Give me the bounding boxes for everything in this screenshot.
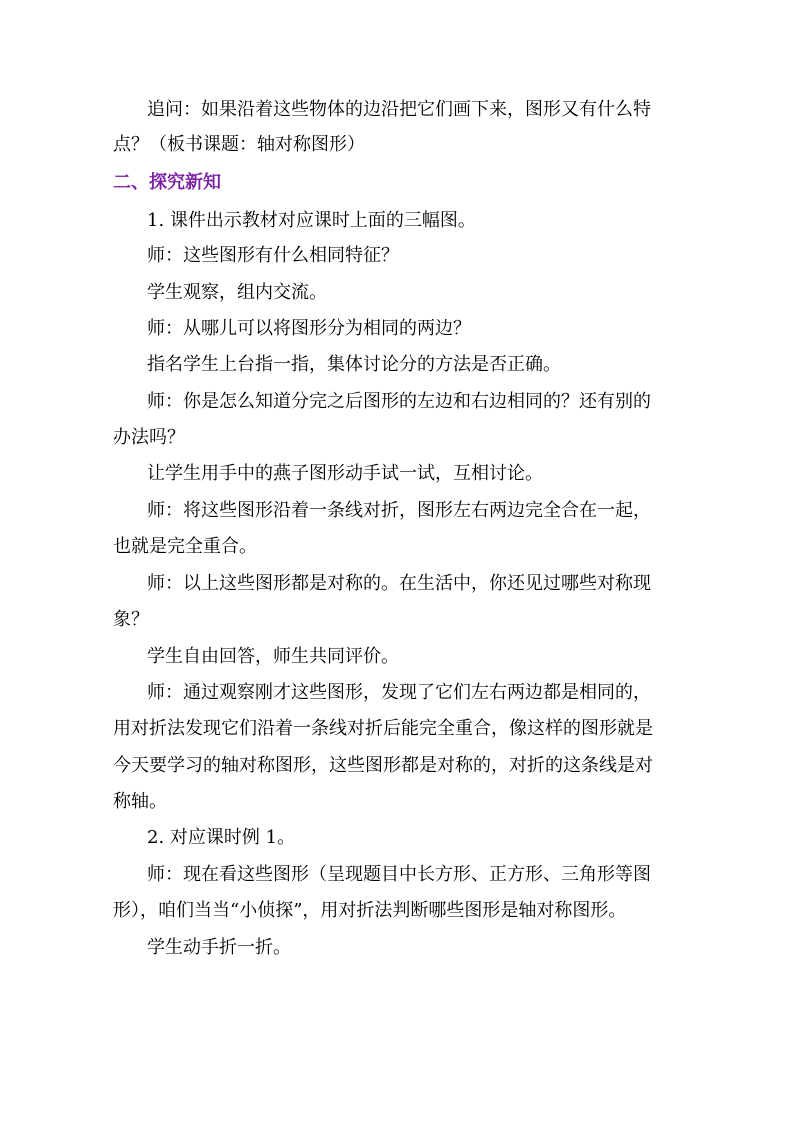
paragraph-line: 学生观察，组内交流。 (147, 282, 327, 303)
paragraph-line: 师：以上这些图形都是对称的。在生活中，你还见过哪些对称现 (147, 573, 651, 594)
paragraph-line: 也就是完全重合。 (113, 536, 257, 557)
paragraph-line: 师：将这些图形沿着一条线对折，图形左右两边完全合在一起， (147, 500, 651, 521)
paragraph-line: 学生动手折一折。 (147, 937, 291, 958)
paragraph-line: 师：通过观察刚才这些图形，发现了它们左右两边都是相同的， (147, 682, 651, 703)
paragraph-line: 追问：如果沿着这些物体的边沿把它们画下来，图形又有什么特 (147, 99, 651, 120)
paragraph-line: 1. 课件出示教材对应课时上面的三幅图。 (147, 210, 476, 231)
paragraph-line: 师：从哪儿可以将图形分为相同的两边？ (147, 318, 471, 339)
paragraph-line: 学生自由回答，师生共同评价。 (147, 646, 399, 667)
paragraph-line: 办法吗？ (113, 427, 185, 448)
paragraph-line: 用对折法发现它们沿着一条线对折后能完全重合，像这样的图形就是 (113, 718, 653, 739)
paragraph-line: 师：你是怎么知道分完之后图形的左边和右边相同的？还有别的 (147, 391, 651, 412)
paragraph-line: 象？ (113, 609, 149, 630)
paragraph-line: 2. 对应课时例 1。 (147, 827, 296, 848)
paragraph-line: 形），咱们当当“小侦探”，用对折法判断哪些图形是轴对称图形。 (113, 900, 627, 921)
paragraph-line: 称轴。 (113, 791, 167, 812)
paragraph-line: 今天要学习的轴对称图形，这些图形都是对称的，对折的这条线是对 (113, 755, 653, 776)
paragraph-line: 点？（板书课题：轴对称图形） (113, 134, 365, 155)
paragraph-line: 指名学生上台指一指，集体讨论分的方法是否正确。 (147, 354, 561, 375)
paragraph-line: 师：现在看这些图形（呈现题目中长方形、正方形、三角形等图 (147, 864, 651, 885)
section-heading: 二、探究新知 (113, 172, 221, 193)
paragraph-line: 让学生用手中的燕子图形动手试一试，互相讨论。 (147, 463, 543, 484)
paragraph-line: 师：这些图形有什么相同特征？ (147, 245, 399, 266)
